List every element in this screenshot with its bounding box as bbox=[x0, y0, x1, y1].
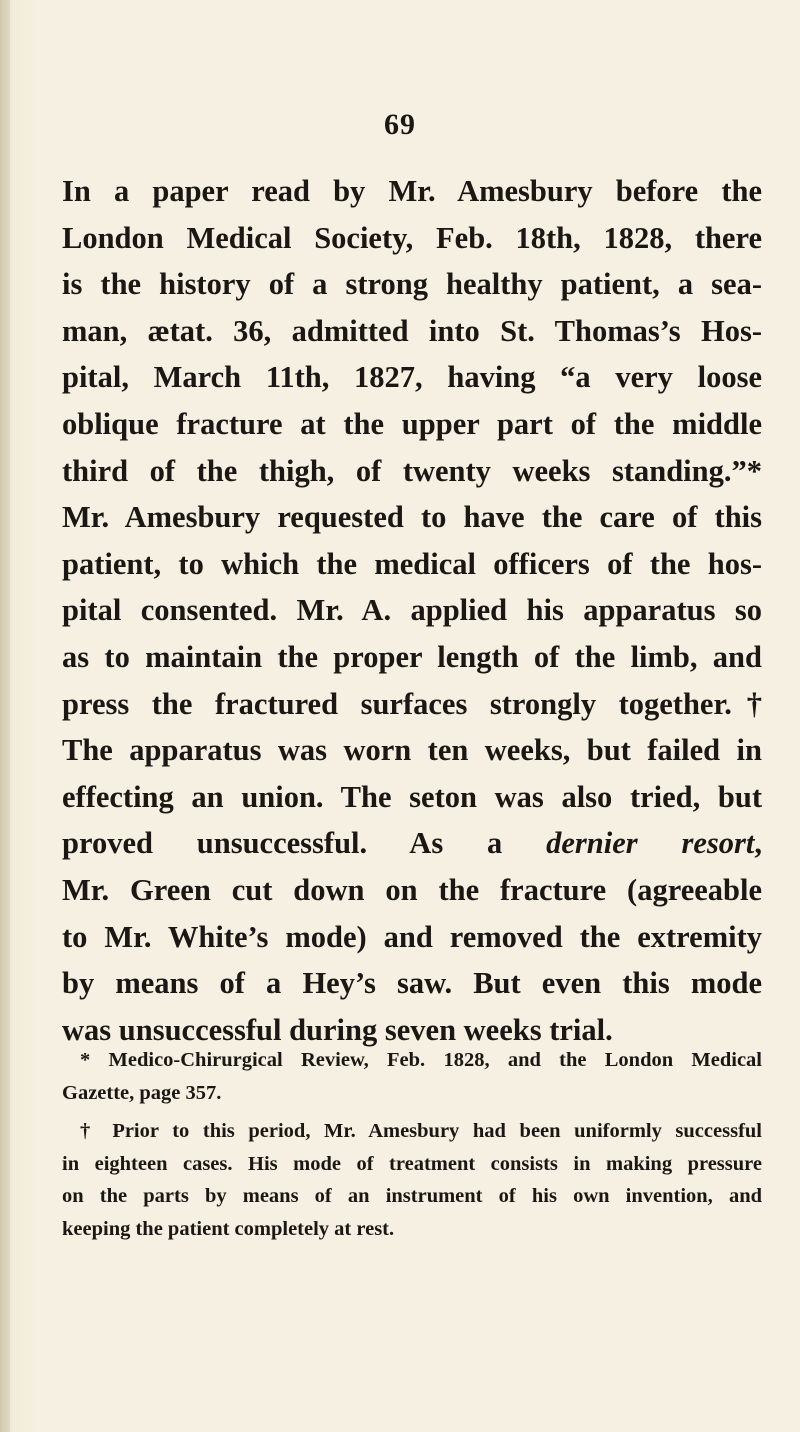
main-paragraph bbox=[62, 168, 762, 1053]
text-line: is the history of a strong healthy patient, a sea- bbox=[62, 267, 762, 302]
footnote-line: in eighteen cases. His mode of treatment consists in making pressure bbox=[62, 1152, 762, 1175]
text-line: patient, to which the medical officers of the hos- bbox=[62, 546, 762, 581]
text-line: The apparatus was worn ten weeks, but failed in bbox=[62, 733, 762, 768]
text-line: proved unsuccessful. As a dernier resort, bbox=[62, 826, 762, 861]
text-line: Mr. Amesbury requested to have the care of this bbox=[62, 500, 762, 535]
footnote-line: keeping the patient completely at rest. bbox=[62, 1217, 395, 1240]
text-line: was unsuccessful during seven weeks trial. bbox=[62, 1012, 613, 1047]
text-line: London Medical Society, Feb. 18th, 1828, there bbox=[62, 220, 762, 255]
text-line: third of the thigh, of twenty weeks standing.”* bbox=[62, 453, 762, 488]
text-line: oblique fracture at the upper part of the middle bbox=[62, 406, 762, 441]
footnote-line: † Prior to this period, Mr. Amesbury had been uniformly successful bbox=[80, 1120, 762, 1142]
text-line: as to maintain the proper length of the limb, and bbox=[62, 639, 762, 674]
footnote-line: on the parts by means of an instrument of his own invention, and bbox=[62, 1185, 762, 1207]
footnote-line: Gazette, page 357. bbox=[62, 1081, 222, 1104]
italic-phrase: dernier resort bbox=[546, 826, 755, 861]
text-line: to Mr. White’s mode) and removed the extremity bbox=[62, 919, 762, 954]
text-line: In a paper read by Mr. Amesbury before the bbox=[62, 174, 762, 208]
text-line: Mr. Green cut down on the fracture (agreeable bbox=[62, 872, 762, 907]
footnote-line: * Medico-Chirurgical Review, Feb. 1828, and the London Medical bbox=[80, 1049, 762, 1071]
text-line: effecting an union. The seton was also tried, but bbox=[62, 779, 762, 814]
text-line: man, ætat. 36, admitted into St. Thomas’s Hos- bbox=[62, 313, 762, 348]
text-line: by means of a Hey’s saw. But even this mode bbox=[62, 966, 762, 1001]
text-line: press the fractured surfaces strongly together.† bbox=[62, 686, 762, 721]
page-number: 69 bbox=[384, 108, 416, 141]
page-gutter bbox=[0, 0, 10, 1432]
text-line: pital consented. Mr. A. applied his apparatus so bbox=[62, 593, 762, 628]
footnotes bbox=[62, 1044, 762, 1245]
text-line: pital, March 11th, 1827, having “a very loose bbox=[62, 360, 762, 395]
